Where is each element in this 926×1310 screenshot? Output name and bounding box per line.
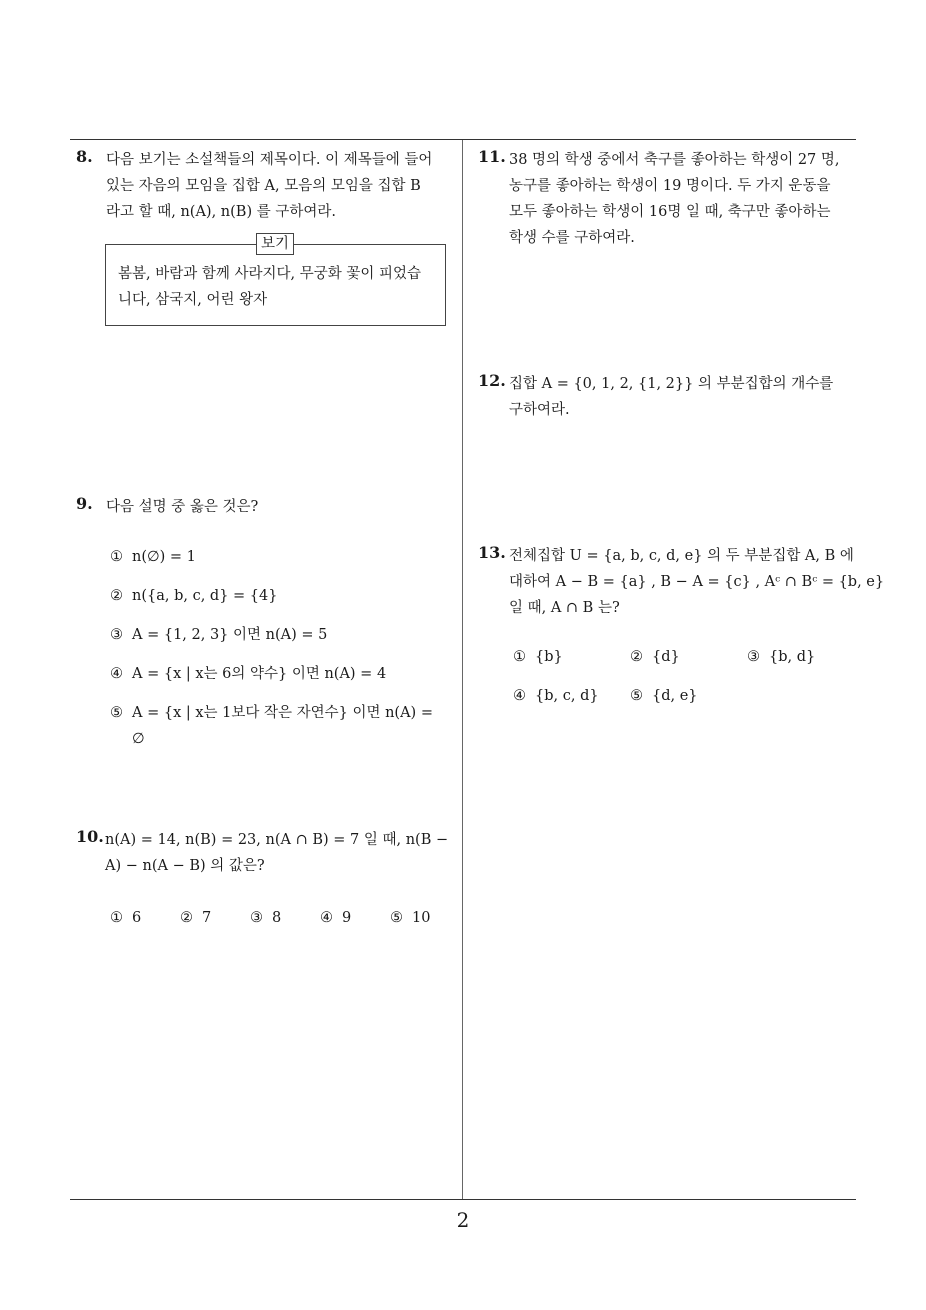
question-number: 8. xyxy=(76,147,93,166)
choice-mark: ③ xyxy=(747,649,760,665)
choice-3[interactable] xyxy=(110,624,327,646)
choice-mark: ③ xyxy=(110,627,123,643)
choice-mark: ② xyxy=(630,649,643,665)
choice-mark: ① xyxy=(110,910,123,926)
choice-text: 6 xyxy=(132,910,142,926)
choice-5[interactable] xyxy=(390,907,430,929)
bogi-box xyxy=(105,236,446,326)
choice-mark: ⑤ xyxy=(630,688,643,704)
question-text xyxy=(105,827,460,853)
choice-4[interactable] xyxy=(320,907,351,929)
question-line: 대하여 A − B = {a} , B − A = {c} , Aᶜ ∩ Bᶜ = {b, e} xyxy=(509,574,885,590)
question-8 xyxy=(76,147,456,225)
choice-2[interactable] xyxy=(180,907,211,929)
choice-text: ∅ xyxy=(132,731,145,747)
bogi-line: 니다, 삼국지, 어린 왕자 xyxy=(118,292,268,308)
question-number: 13. xyxy=(478,543,506,562)
choice-4[interactable] xyxy=(110,663,386,685)
choice-text: n(∅) = 1 xyxy=(132,549,196,565)
choice-1[interactable] xyxy=(110,907,141,929)
question-line: 다음 설명 중 옳은 것은? xyxy=(106,499,259,515)
choice-1[interactable] xyxy=(513,646,563,668)
question-line: 집합 A = {0, 1, 2, {1, 2}} 의 부분집합의 개수를 xyxy=(509,376,834,392)
question-text xyxy=(106,494,456,520)
bogi-label: 보기 xyxy=(256,233,294,255)
bogi-text xyxy=(118,261,421,313)
question-line: 농구를 좋아하는 학생이 19 명이다. 두 가지 운동을 xyxy=(509,178,831,194)
question-line: n(A) = 14, n(B) = 23, n(A ∩ B) = 7 일 때, n(B − xyxy=(105,832,449,848)
question-number: 11. xyxy=(478,147,506,166)
question-12 xyxy=(478,371,858,423)
choice-text: 7 xyxy=(202,910,212,926)
choice-3[interactable] xyxy=(250,907,281,929)
choice-text: n({a, b, c, d} = {4} xyxy=(132,588,278,604)
question-line: 구하여라. xyxy=(509,402,570,418)
choice-text: 10 xyxy=(412,910,431,926)
question-text xyxy=(509,543,885,621)
choice-text: {b, d} xyxy=(769,649,816,665)
choice-5[interactable] xyxy=(630,685,698,707)
choice-mark: ② xyxy=(180,910,193,926)
choice-mark: ⑤ xyxy=(110,705,123,721)
choice-text: {b, c, d} xyxy=(535,688,599,704)
choice-mark: ① xyxy=(513,649,526,665)
question-9 xyxy=(76,494,456,520)
bogi-line: 봄봄, 바람과 함께 사라지다, 무궁화 꽃이 피었습 xyxy=(118,266,422,282)
question-line: 라고 할 때, n(A), n(B) 를 구하여라. xyxy=(106,204,336,220)
choice-mark: ④ xyxy=(320,910,333,926)
choice-text: A = {1, 2, 3} 이면 n(A) = 5 xyxy=(132,627,328,643)
choice-text: {b} xyxy=(535,649,563,665)
question-line: 다음 보기는 소설책들의 제목이다. 이 제목들에 들어 xyxy=(106,152,433,168)
bottom-rule xyxy=(70,1199,856,1200)
column-divider xyxy=(462,140,463,1200)
question-line: 38 명의 학생 중에서 축구를 좋아하는 학생이 27 명, xyxy=(509,152,840,168)
page-number: 2 xyxy=(456,1208,470,1232)
question-13 xyxy=(478,543,885,621)
choice-5[interactable] xyxy=(110,702,433,724)
question-line: 학생 수를 구하여라. xyxy=(509,230,635,246)
question-text xyxy=(105,853,460,879)
question-number: 12. xyxy=(478,371,506,390)
question-text xyxy=(509,147,858,251)
question-text xyxy=(106,147,456,225)
choice-mark: ⑤ xyxy=(390,910,403,926)
question-10 xyxy=(76,827,460,879)
choice-text: {d, e} xyxy=(652,688,698,704)
choice-text: 8 xyxy=(272,910,282,926)
choice-2[interactable] xyxy=(630,646,680,668)
choice-mark: ④ xyxy=(513,688,526,704)
question-line: 전체집합 U = {a, b, c, d, e} 의 두 부분집합 A, B 에 xyxy=(509,548,854,564)
choice-1[interactable] xyxy=(110,546,196,568)
choice-text: 9 xyxy=(342,910,352,926)
choice-mark: ③ xyxy=(250,910,263,926)
question-text xyxy=(509,371,858,423)
choice-text: A = {x | x는 6의 약수} 이면 n(A) = 4 xyxy=(132,666,387,682)
question-line: A) − n(A − B) 의 값은? xyxy=(105,858,265,874)
choice-mark: ④ xyxy=(110,666,123,682)
choice-2[interactable] xyxy=(110,585,277,607)
choice-5-continuation xyxy=(132,728,145,750)
choice-mark: ① xyxy=(110,549,123,565)
choice-4[interactable] xyxy=(513,685,599,707)
question-11 xyxy=(478,147,858,251)
choice-text: A = {x | x는 1보다 작은 자연수} 이면 n(A) = xyxy=(132,705,433,721)
question-line: 일 때, A ∩ B 는? xyxy=(509,600,620,616)
top-rule xyxy=(70,139,856,140)
question-number: 10. xyxy=(76,827,104,846)
choice-text: {d} xyxy=(652,649,680,665)
question-line: 있는 자음의 모임을 집합 A, 모음의 모임을 집합 B xyxy=(106,178,421,194)
question-line: 모두 좋아하는 학생이 16명 일 때, 축구만 좋아하는 xyxy=(509,204,831,220)
question-number: 9. xyxy=(76,494,93,513)
choice-mark: ② xyxy=(110,588,123,604)
choice-3[interactable] xyxy=(747,646,815,668)
